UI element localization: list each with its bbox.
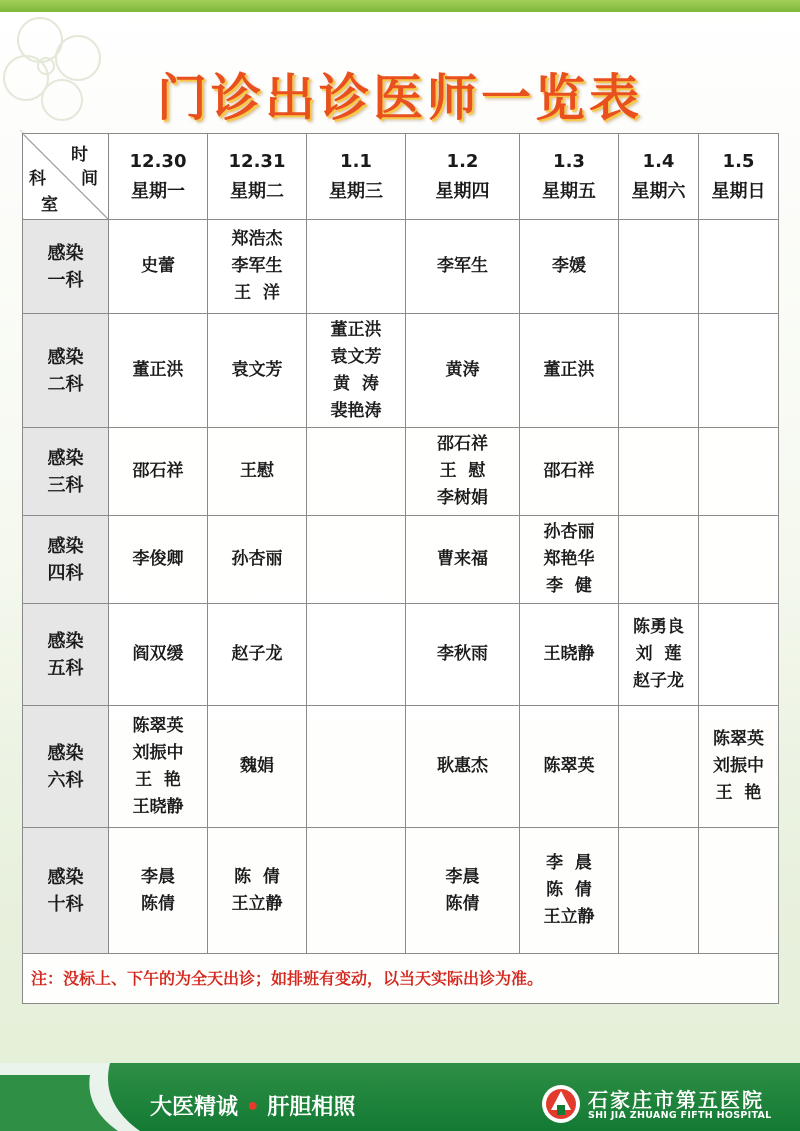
doctor-name: 曹来福 xyxy=(437,549,488,569)
doctor-cell xyxy=(520,828,619,954)
department-cell xyxy=(23,828,109,954)
doctor-name: 袁文芳 xyxy=(231,360,283,380)
slogan-part2: 肝胆相照 xyxy=(267,1095,356,1120)
doctor-name: 赵子龙 xyxy=(231,644,283,664)
doctor-name: 李 晨 xyxy=(546,853,592,873)
doctor-cell xyxy=(520,314,619,428)
department-cell xyxy=(23,516,109,604)
doctor-cell xyxy=(109,220,208,314)
doctor-name: 王 艳 xyxy=(135,769,181,790)
department-label: 五科 xyxy=(47,657,84,679)
doctor-name: 黄 涛 xyxy=(333,373,379,394)
doctor-name: 李军生 xyxy=(231,256,283,276)
doctor-name: 陈倩 xyxy=(141,893,175,914)
doctor-name: 李晨 xyxy=(445,866,480,887)
table-row xyxy=(23,220,779,314)
department-label: 感染 xyxy=(47,742,84,764)
corner-dept-2: 室 xyxy=(41,195,58,215)
day-weekday: 星期日 xyxy=(711,180,766,202)
doctor-cell xyxy=(208,828,307,954)
department-cell xyxy=(23,706,109,828)
table-row xyxy=(23,828,779,954)
doctor-cell xyxy=(619,220,699,314)
doctor-name: 黄涛 xyxy=(445,360,480,380)
table-header-row xyxy=(23,134,779,220)
table-row xyxy=(23,706,779,828)
doctor-name: 李树娟 xyxy=(437,488,488,508)
day-weekday: 星期一 xyxy=(131,180,185,202)
page-title: 门诊出诊医师一览表 xyxy=(157,69,643,127)
department-label: 十科 xyxy=(47,893,84,915)
table-row xyxy=(23,516,779,604)
heart-separator-icon: • xyxy=(245,1095,260,1120)
doctor-cell xyxy=(406,828,520,954)
doctor-cell xyxy=(619,706,699,828)
doctor-name: 王晓静 xyxy=(543,644,595,664)
day-date: 12.30 xyxy=(129,150,187,172)
day-header-cell xyxy=(520,134,619,220)
doctor-name: 王慰 xyxy=(240,461,274,481)
day-date: 1.2 xyxy=(446,150,479,172)
doctor-name: 董正洪 xyxy=(132,360,184,380)
slogan-part1: 大医精诚 xyxy=(150,1095,239,1120)
doctor-name: 王立静 xyxy=(543,907,595,927)
doctor-name: 邵石祥 xyxy=(132,461,184,481)
doctor-cell xyxy=(109,706,208,828)
doctor-cell xyxy=(699,828,779,954)
doctor-name: 陈翠英 xyxy=(713,729,764,749)
department-cell xyxy=(23,314,109,428)
doctor-cell xyxy=(307,516,406,604)
schedule-table xyxy=(22,133,779,1004)
day-weekday: 星期五 xyxy=(542,180,596,202)
doctor-name: 王晓静 xyxy=(132,796,184,817)
doctor-name: 刘 莲 xyxy=(635,644,682,664)
doctor-name: 邵石祥 xyxy=(437,434,488,454)
doctor-name: 孙杏丽 xyxy=(543,522,595,542)
department-label: 六科 xyxy=(47,769,84,791)
doctor-name: 裴艳涛 xyxy=(330,400,382,421)
doctor-name: 李秋雨 xyxy=(437,644,488,664)
doctor-name: 王 慰 xyxy=(439,461,486,481)
doctor-cell xyxy=(699,220,779,314)
doctor-name: 李俊卿 xyxy=(132,549,184,569)
doctor-name: 陈 倩 xyxy=(546,880,592,900)
day-date: 1.5 xyxy=(722,150,755,172)
doctor-cell xyxy=(619,516,699,604)
department-label: 三科 xyxy=(47,474,84,496)
doctor-name: 阎双缓 xyxy=(132,644,184,664)
day-header-cell xyxy=(699,134,779,220)
doctor-cell xyxy=(520,516,619,604)
doctor-name: 李 健 xyxy=(546,576,592,596)
day-weekday: 星期六 xyxy=(631,180,686,202)
day-header-cell xyxy=(619,134,699,220)
doctor-cell xyxy=(109,828,208,954)
table-row xyxy=(23,314,779,428)
doctor-name: 李晨 xyxy=(141,866,175,887)
department-label: 一科 xyxy=(47,269,84,291)
doctor-cell xyxy=(406,314,520,428)
doctor-cell xyxy=(406,604,520,706)
table-row xyxy=(23,428,779,516)
doctor-cell xyxy=(619,604,699,706)
doctor-name: 陈翠英 xyxy=(132,715,184,736)
corner-time-2: 间 xyxy=(81,169,98,189)
doctor-cell xyxy=(699,516,779,604)
doctor-cell xyxy=(307,314,406,428)
doctor-name: 王 洋 xyxy=(234,283,280,303)
doctor-name: 董正洪 xyxy=(543,360,595,380)
department-label: 感染 xyxy=(47,866,84,888)
doctor-name: 史蕾 xyxy=(141,256,175,276)
doctor-cell xyxy=(208,604,307,706)
doctor-name: 陈勇良 xyxy=(633,617,684,637)
doctor-name: 耿惠杰 xyxy=(437,756,488,776)
doctor-name: 袁文芳 xyxy=(330,346,382,367)
doctor-name: 孙杏丽 xyxy=(231,549,283,569)
doctor-name: 陈 倩 xyxy=(234,866,280,887)
corner-header-cell xyxy=(23,134,109,220)
doctor-cell xyxy=(699,314,779,428)
doctor-name: 陈翠英 xyxy=(543,756,595,776)
doctor-cell xyxy=(619,428,699,516)
doctor-name: 王 艳 xyxy=(715,783,762,803)
doctor-name: 李军生 xyxy=(437,256,488,276)
doctor-cell xyxy=(208,428,307,516)
doctor-name: 王立静 xyxy=(231,893,283,914)
department-cell xyxy=(23,220,109,314)
doctor-name: 赵子龙 xyxy=(633,671,684,691)
department-label: 感染 xyxy=(47,346,84,368)
doctor-cell xyxy=(520,706,619,828)
department-cell xyxy=(23,428,109,516)
doctor-cell xyxy=(406,706,520,828)
department-label: 二科 xyxy=(47,373,84,395)
doctor-name: 李媛 xyxy=(552,256,586,276)
day-weekday: 星期二 xyxy=(230,180,284,202)
doctor-name: 郑浩杰 xyxy=(231,229,283,249)
doctor-cell xyxy=(619,314,699,428)
doctor-cell xyxy=(406,428,520,516)
doctor-cell xyxy=(619,828,699,954)
doctor-cell xyxy=(208,220,307,314)
doctor-name: 魏娟 xyxy=(240,756,274,776)
day-date: 1.4 xyxy=(642,150,675,172)
doctor-cell xyxy=(307,828,406,954)
doctor-name: 刘振中 xyxy=(132,742,184,763)
department-label: 感染 xyxy=(47,242,84,264)
department-label: 感染 xyxy=(47,535,84,557)
doctor-cell xyxy=(208,516,307,604)
corner-time-1: 时 xyxy=(71,145,88,165)
doctor-cell xyxy=(520,220,619,314)
doctor-cell xyxy=(699,604,779,706)
doctor-cell xyxy=(406,516,520,604)
day-date: 1.1 xyxy=(340,150,372,172)
day-header-cell xyxy=(109,134,208,220)
department-label: 感染 xyxy=(47,630,84,652)
doctor-cell xyxy=(109,314,208,428)
doctor-cell xyxy=(109,516,208,604)
doctor-cell xyxy=(208,314,307,428)
doctor-cell xyxy=(307,220,406,314)
doctor-cell xyxy=(109,428,208,516)
note-row xyxy=(23,954,779,1004)
department-label: 四科 xyxy=(47,562,84,584)
doctor-cell xyxy=(307,706,406,828)
doctor-cell xyxy=(109,604,208,706)
department-label: 感染 xyxy=(47,447,84,469)
department-cell xyxy=(23,604,109,706)
corner-dept-1: 科 xyxy=(29,169,46,189)
doctor-cell xyxy=(208,706,307,828)
hospital-name-english: SHI JIA ZHUANG FIFTH HOSPITAL xyxy=(588,1110,772,1121)
doctor-name: 郑艳华 xyxy=(543,549,595,569)
doctor-cell xyxy=(307,428,406,516)
doctor-name: 董正洪 xyxy=(330,319,382,340)
doctor-name: 邵石祥 xyxy=(543,461,595,481)
doctor-cell xyxy=(520,604,619,706)
day-date: 1.3 xyxy=(553,150,585,172)
doctor-cell xyxy=(699,706,779,828)
doctor-cell xyxy=(406,220,520,314)
table-row xyxy=(23,604,779,706)
day-weekday: 星期四 xyxy=(435,180,490,202)
day-header-cell xyxy=(208,134,307,220)
day-weekday: 星期三 xyxy=(329,180,383,202)
doctor-cell xyxy=(699,428,779,516)
doctor-cell xyxy=(307,604,406,706)
doctor-name: 陈倩 xyxy=(445,893,480,914)
hospital-name: 石家庄市第五医院 xyxy=(588,1088,764,1112)
day-date: 12.31 xyxy=(228,150,286,172)
hospital-logo-icon xyxy=(540,1083,582,1125)
day-header-cell xyxy=(307,134,406,220)
doctor-cell xyxy=(520,428,619,516)
doctor-name: 刘振中 xyxy=(713,756,764,776)
day-header-cell xyxy=(406,134,520,220)
note-text: 注：没标上、下午的为全天出诊；如排班有变动，以当天实际出诊为准。 xyxy=(23,954,779,1004)
footer-slogan xyxy=(150,1090,355,1121)
